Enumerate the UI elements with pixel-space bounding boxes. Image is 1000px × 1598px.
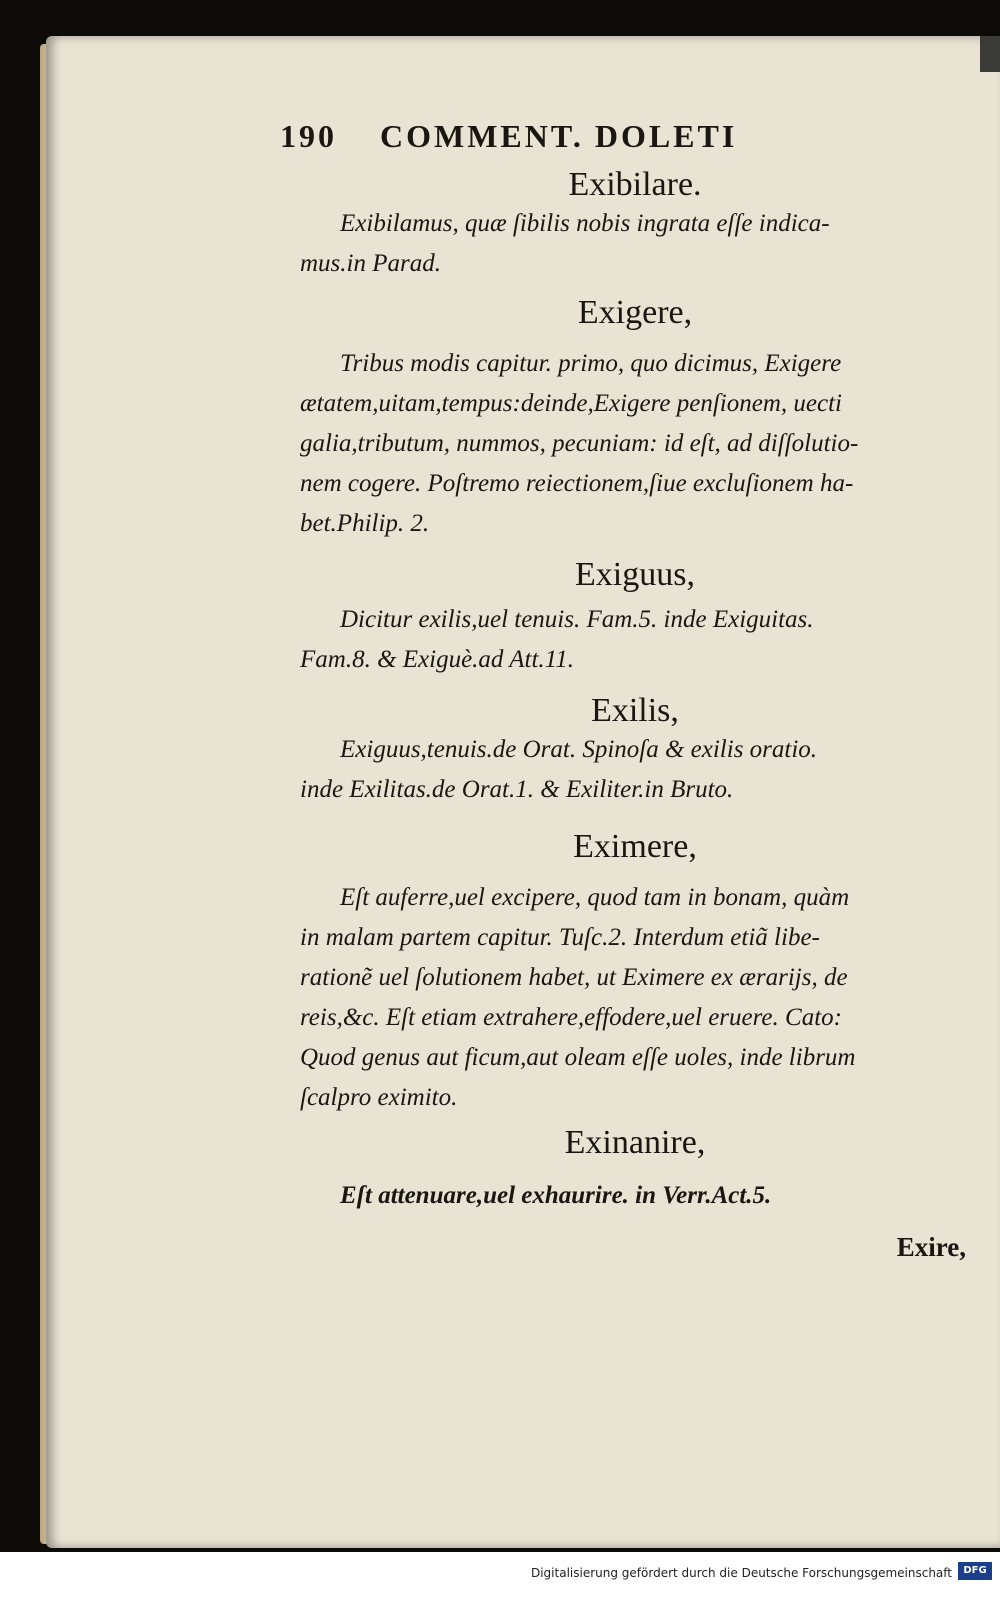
headword: Exiguus, [575,556,695,593]
entry-line: Fam.8. & Exiguè.ad Att.11. [300,646,575,673]
dfg-logo: DFG [958,1562,992,1580]
entry-line: nem cogere. Poſtremo reiectionem,ſiue excluſionem ha- [300,470,854,497]
entry-exiguus [300,556,970,680]
entry-line: reis,&c. Eſt etiam extrahere,effodere,uel eruere. Cato: [300,1004,842,1031]
entry-line: galia,tributum, nummos, pecuniam: id eſt, ad diſſolutio- [300,430,859,457]
page-corner [980,36,1000,72]
footer-credit: Digitalisierung gefördert durch die Deutsche Forschungsgemeinschaft [530,1566,952,1580]
page-number: 190 [280,118,337,154]
entry-line: Eſt attenuare,uel exhaurire. in Verr.Act.5. [340,1182,772,1209]
entry-line: bet.Philip. 2. [300,510,430,537]
headword: Exilis, [591,692,679,729]
headword: Eximere, [573,828,697,865]
footer-bar [0,1552,1000,1598]
running-head [280,118,880,155]
entry-exilis [300,692,970,810]
entry-line: in malam partem capitur. Tuſc.2. Interdum etiã libe- [300,924,820,951]
entry-exinanire [300,1124,970,1216]
entry-line: Exiguus,tenuis.de Orat. Spinoſa & exilis oratio. [340,736,818,763]
entry-line: Tribus modis capitur. primo, quo dicimus, Exigere [340,350,842,377]
entry-line: rationẽ uel ſolutionem habet, ut Eximere ex ærarijs, de [300,964,848,991]
entry-line: Dicitur exilis,uel tenuis. Fam.5. inde Exiguitas. [340,606,814,633]
headword: Exinanire, [564,1124,706,1161]
entry-line: Exibilamus, quæ ſibilis nobis ingrata eſſe indica- [340,210,830,237]
entry-line: mus.in Parad. [300,250,441,277]
entry-line: Quod genus aut ficum,aut oleam eſſe uoles, inde librum [300,1044,856,1071]
headword: Exibilare. [568,166,702,203]
entry-exibilare [300,166,970,284]
entry-line: inde Exilitas.de Orat.1. & Exiliter.in Bruto. [300,776,734,803]
entry-line: ſcalpro eximito. [300,1084,458,1111]
entry-exigere [300,294,970,544]
running-title: COMMENT. DOLETI [380,118,738,154]
catchword: Exire, [896,1232,966,1262]
entry-line: ætatem,uitam,tempus:deinde,Exigere penſionem, uecti [300,390,842,417]
entry-line: Eſt auferre,uel excipere, quod tam in bonam, quàm [340,884,850,911]
entry-eximere [300,828,970,1118]
headword: Exigere, [577,294,693,331]
